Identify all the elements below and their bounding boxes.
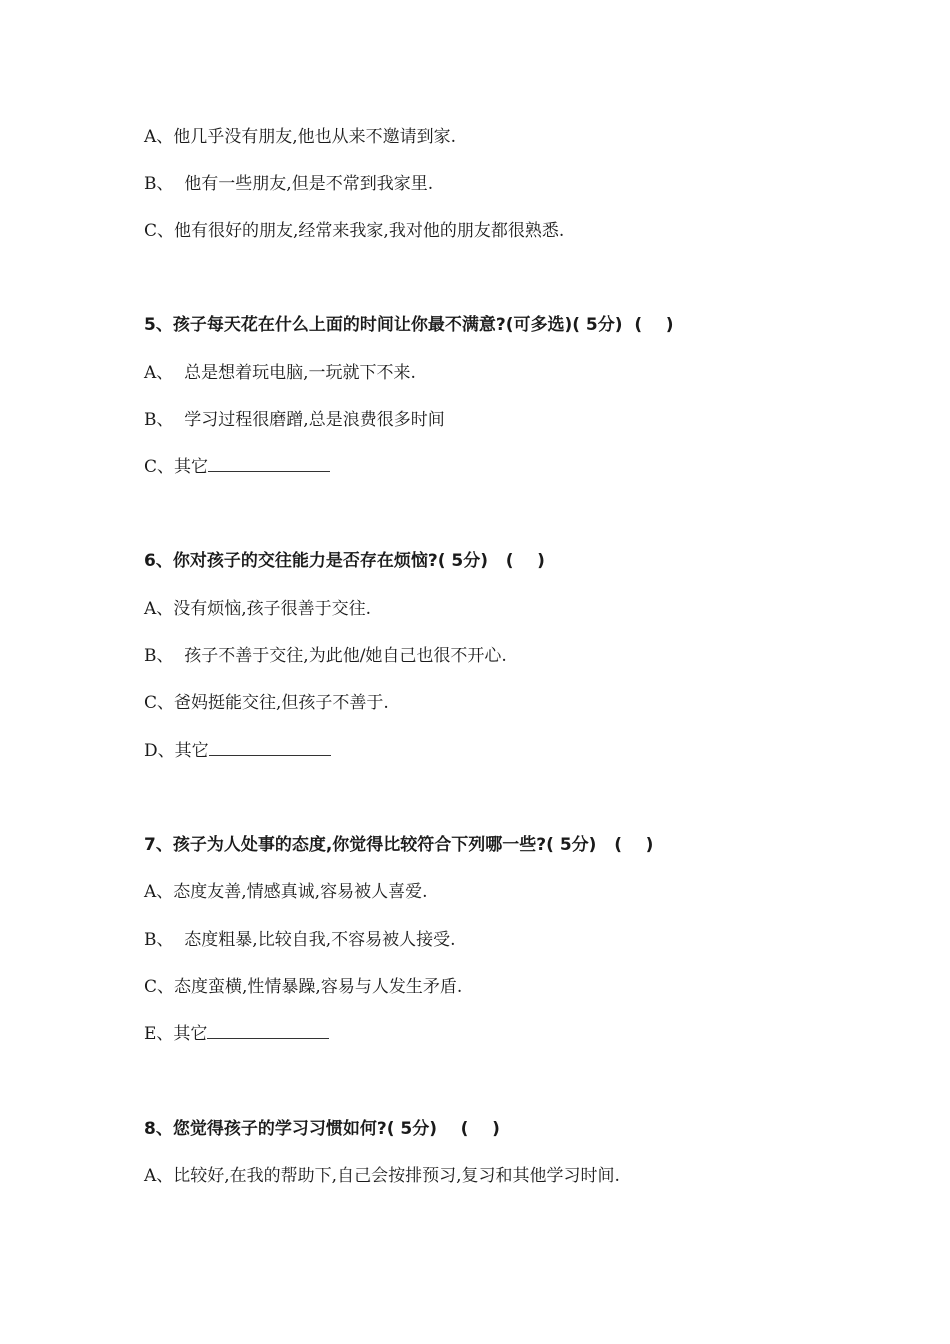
question-6: 6、你对孩子的交往能力是否存在烦恼?( 5分) ( ) — [144, 551, 545, 571]
question-5: 5、孩子每天花在什么上面的时间让你最不满意?(可多选)( 5分) ( ) — [144, 315, 674, 335]
question-7: 7、孩子为人处事的态度,你觉得比较符合下列哪一些?( 5分) ( ) — [144, 835, 654, 855]
q5-option-c — [144, 456, 330, 478]
q7-option-e — [144, 1023, 329, 1045]
q7-option-e-label: E、其它 — [144, 1024, 208, 1044]
q6-answer-blank — [209, 741, 331, 756]
q4-option-c: C、他有很好的朋友,经常来我家,我对他的朋友都很熟悉. — [144, 221, 565, 241]
q6-option-b: B、 孩子不善于交往,为此他/她自己也很不开心. — [144, 646, 507, 666]
q7-option-c: C、态度蛮横,性情暴躁,容易与人发生矛盾. — [144, 977, 463, 997]
q6-option-d — [144, 740, 331, 762]
q7-answer-blank — [207, 1024, 329, 1039]
q8-option-a: A、比较好,在我的帮助下,自己会按排预习,复习和其他学习时间. — [144, 1166, 620, 1186]
q5-option-a: A、 总是想着玩电脑,一玩就下不来. — [144, 363, 416, 383]
q6-option-c: C、爸妈挺能交往,但孩子不善于. — [144, 693, 389, 713]
q6-option-a: A、没有烦恼,孩子很善于交往. — [144, 599, 372, 619]
q4-option-b: B、 他有一些朋友,但是不常到我家里. — [144, 174, 434, 194]
question-8: 8、您觉得孩子的学习习惯如何?( 5分) ( ) — [144, 1119, 500, 1139]
q5-option-c-label: C、其它 — [144, 457, 209, 477]
q7-option-b: B、 态度粗暴,比较自我,不容易被人接受. — [144, 930, 456, 950]
q5-option-b: B、 学习过程很磨蹭,总是浪费很多时间 — [144, 410, 445, 430]
q6-option-d-label: D、其它 — [144, 741, 209, 761]
q7-option-a: A、态度友善,情感真诚,容易被人喜爱. — [144, 882, 428, 902]
q5-answer-blank — [208, 457, 330, 472]
q4-option-a: A、他几乎没有朋友,他也从来不邀请到家. — [144, 127, 457, 147]
